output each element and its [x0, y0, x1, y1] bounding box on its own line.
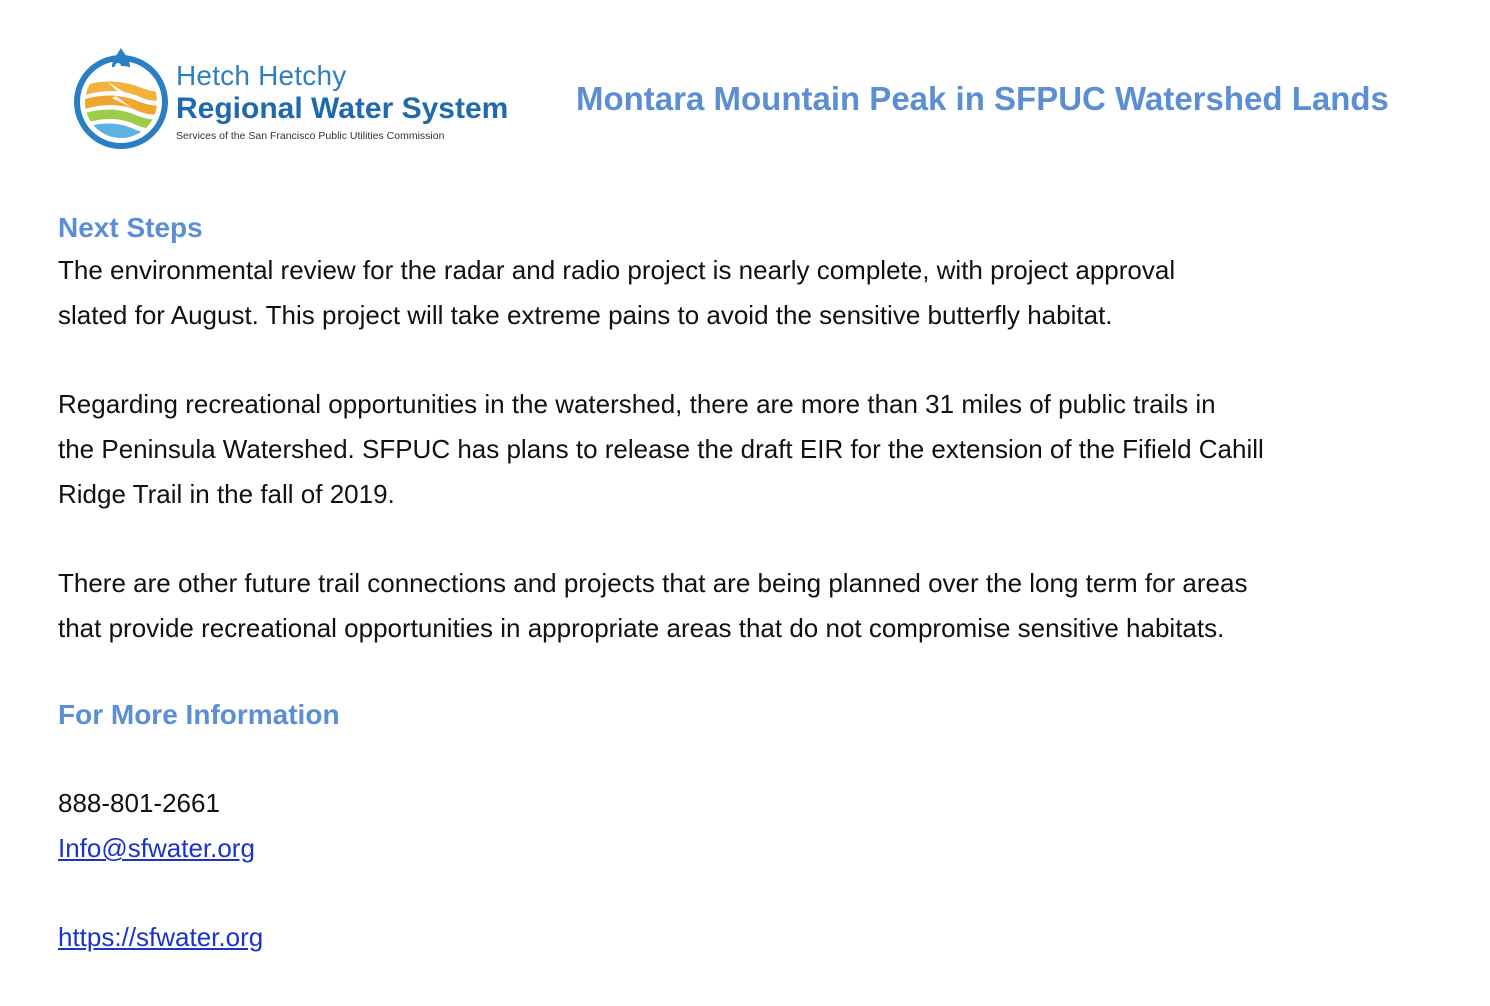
more-info-heading: For More Information	[58, 699, 340, 730]
logo-tagline: Services of the San Francisco Public Utilities Commission	[176, 130, 445, 142]
phone-number: 888-801-2661	[58, 788, 220, 818]
paragraph-future-trails	[58, 561, 1438, 651]
website-link[interactable]: https://sfwater.org	[58, 922, 264, 952]
document-body	[58, 208, 1438, 960]
paragraph-line: There are other future trail connections and projects that are being planned over the long term for areas	[58, 568, 1248, 598]
paragraph-line: The environmental review for the radar and radio project is nearly complete, with project approval	[58, 255, 1176, 285]
email-link[interactable]: Info@sfwater.org	[58, 833, 255, 863]
logo-line-regional-water-system: Regional Water System	[176, 92, 509, 125]
next-steps-heading: Next Steps	[58, 212, 203, 243]
paragraph-line: that provide recreational opportunities in appropriate areas that do not compromise sensitive habitats.	[58, 613, 1225, 643]
paragraph-line: Regarding recreational opportunities in the watershed, there are more than 31 miles of public trails in	[58, 389, 1216, 419]
paragraph-line: Ridge Trail in the fall of 2019.	[58, 479, 395, 509]
document-header	[0, 0, 1490, 170]
hetch-hetchy-logo	[72, 46, 532, 152]
water-drop-logo-icon	[72, 46, 170, 152]
paragraph-line: slated for August. This project will take extreme pains to avoid the sensitive butterfly habitat.	[58, 300, 1113, 330]
paragraph-line: the Peninsula Watershed. SFPUC has plans to release the draft EIR for the extension of the Fifield Cahill	[58, 434, 1264, 464]
paragraph-radar-project	[58, 248, 1438, 338]
paragraph-recreational-trails	[58, 382, 1438, 517]
page-title: Montara Mountain Peak in SFPUC Watershed Lands	[576, 80, 1389, 117]
logo-line-hetch-hetchy: Hetch Hetchy	[176, 60, 347, 91]
